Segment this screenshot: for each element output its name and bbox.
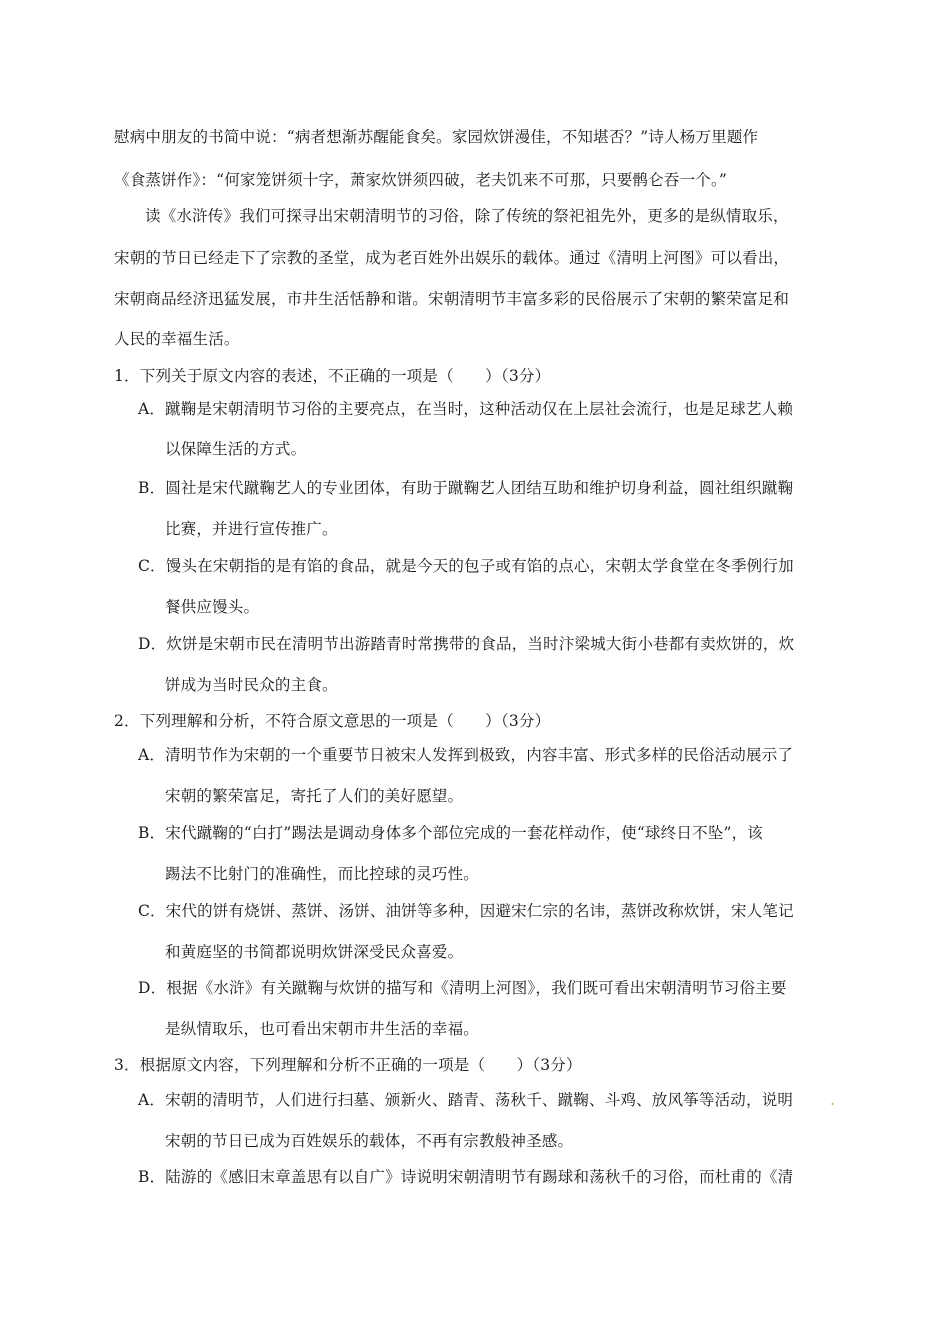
question-stem: 2．下列理解和分析，不符合原文意思的一项是（ ）（3分） [114, 712, 551, 730]
option-a-cont: 宋朝的繁荣富足，寄托了人们的美好愿望。 [165, 787, 464, 805]
stray-dot-mark: . [830, 1091, 836, 1109]
option-a-cont: 宋朝的节日已成为百姓娱乐的载体，不再有宗教般神圣感。 [165, 1132, 574, 1150]
passage-line: 读《水浒传》我们可探寻出宋朝清明节的习俗，除了传统的祭祀祖先外，更多的是纵情取乐， [145, 207, 789, 225]
option-b-cont: 比赛，并进行宣传推广。 [165, 520, 338, 538]
question-stem: 1．下列关于原文内容的表述，不正确的一项是（ ）（3分） [114, 367, 551, 385]
option-b: B．圆社是宋代蹴鞠艺人的专业团体，有助于蹴鞠艺人团结互助和维护切身利益，圆社组织蹴鞠 [138, 479, 794, 497]
option-b: B．宋代蹴鞠的“白打”踢法是调动身体多个部位完成的一套花样动作，使“球终日不坠”，该 [138, 824, 763, 842]
question-stem: 3．根据原文内容，下列理解和分析不正确的一项是（ ）（3分） [114, 1056, 582, 1074]
option-a: A．清明节作为宋朝的一个重要节日被宋人发挥到极致，内容丰富、形式多样的民俗活动展示了 [138, 746, 794, 764]
option-b-cont: 踢法不比射门的准确性，而比控球的灵巧性。 [165, 865, 480, 883]
passage-line: 宋朝商品经济迅猛发展，市井生活恬静和谐。宋朝清明节丰富多彩的民俗展示了宋朝的繁荣富足和 [114, 290, 790, 308]
passage-line: 慰病中朋友的书简中说：“病者想渐苏醒能食矣。家园炊饼漫佳，不知堪否？”诗人杨万里题作 [114, 128, 759, 146]
option-a: A．宋朝的清明节，人们进行扫墓、颁新火、踏青、荡秋千、蹴鞠、斗鸡、放风筝等活动，说明 [138, 1091, 794, 1109]
option-c-cont: 餐供应馒头。 [165, 598, 260, 616]
option-a: A．蹴鞠是宋朝清明节习俗的主要亮点，在当时，这种活动仅在上层社会流行，也是足球艺人赖 [138, 400, 794, 418]
option-c-cont: 和黄庭坚的书简都说明炊饼深受民众喜爱。 [165, 943, 464, 961]
option-c: C．宋代的饼有烧饼、蒸饼、汤饼、油饼等多种，因避宋仁宗的名讳，蒸饼改称炊饼，宋人笔记 [138, 902, 794, 920]
option-d-cont: 饼成为当时民众的主食。 [165, 676, 338, 694]
option-a-cont: 以保障生活的方式。 [165, 440, 307, 458]
passage-line: 人民的幸福生活。 [114, 330, 240, 348]
passage-line: 宋朝的节日已经走下了宗教的圣堂，成为老百姓外出娱乐的载体。通过《清明上河图》可以看出， [114, 249, 790, 267]
option-b: B．陆游的《感旧末章盖思有以自广》诗说明宋朝清明节有踢球和荡秋千的习俗，而杜甫的《清 [138, 1168, 794, 1186]
option-d: D．根据《水浒》有关蹴鞠与炊饼的描写和《清明上河图》，我们既可看出宋朝清明节习俗主要 [138, 979, 787, 997]
option-d: D．炊饼是宋朝市民在清明节出游踏青时常携带的食品，当时汴梁城大街小巷都有卖炊饼的，炊 [138, 635, 795, 653]
passage-line: 《食蒸饼作》：“何家笼饼须十字，萧家炊饼须四破，老夫饥来不可那，只要鹘仑吞一个。” [114, 171, 728, 189]
option-c: C．馒头在宋朝指的是有馅的食品，就是今天的包子或有馅的点心，宋朝太学食堂在冬季例行加 [138, 557, 794, 575]
option-d-cont: 是纵情取乐，也可看出宋朝市井生活的幸福。 [165, 1020, 480, 1038]
